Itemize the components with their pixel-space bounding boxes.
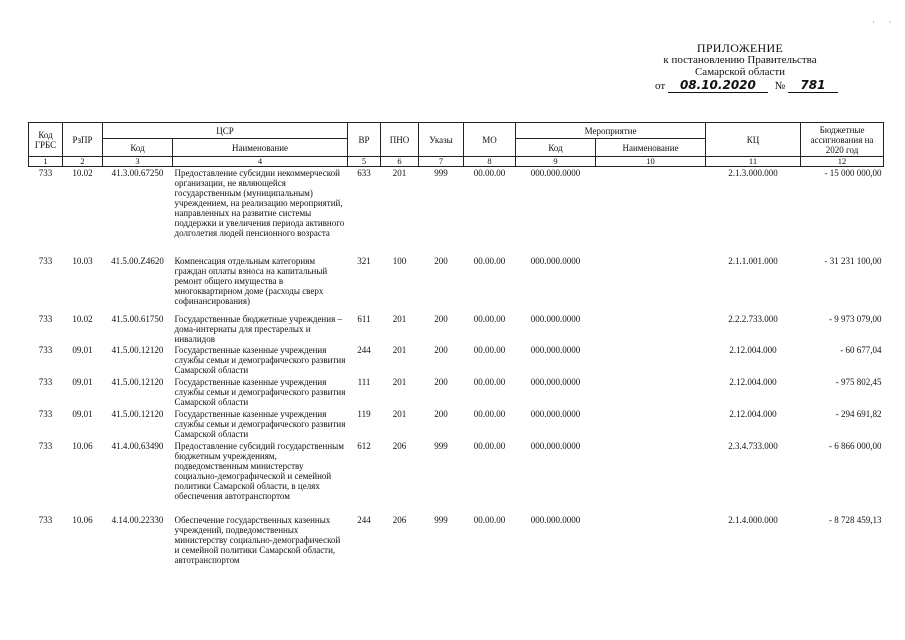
budget-table	[28, 122, 884, 578]
cell-vr: 244	[357, 344, 371, 355]
table-row	[29, 408, 884, 440]
date-prefix: от	[655, 80, 666, 92]
cell-mo: 00.00.00	[473, 376, 506, 387]
column-number: 12	[801, 157, 884, 167]
corner-marks: · ·	[872, 18, 898, 27]
cell-mo: 00.00.00	[473, 440, 506, 451]
cell-kc: 2.1.4.000.000	[728, 514, 778, 525]
header-kc: КЦ	[706, 123, 801, 157]
cell-mer-code: 000.000.0000	[530, 344, 581, 355]
cell-name: Государственные бюджетные учреждения – дома-интернаты для престарелых и инвалидов	[174, 313, 342, 344]
appendix-title: ПРИЛОЖЕНИЕ	[696, 41, 784, 55]
handwritten-number: 781	[788, 78, 838, 93]
cell-ukazy: 999	[434, 168, 448, 178]
cell-amount: - 9 973 079,00	[829, 313, 882, 324]
cell-rzpr: 09.01	[72, 408, 93, 419]
cell-name: Обеспечение государственных казенных учреждений, подведомственных министерству социально-демографической и семейной политики Самарской области, автотранспортом	[174, 514, 341, 565]
header-mer-code: Код	[516, 139, 596, 157]
column-number: 10	[596, 157, 706, 167]
cell-amount: - 60 677,04	[840, 344, 882, 355]
cell-mo: 00.00.00	[473, 168, 506, 178]
cell-mer-code: 000.000.0000	[530, 168, 581, 178]
table-row	[29, 313, 884, 344]
cell-amount: - 8 728 459,13	[829, 514, 882, 525]
cell-mo: 00.00.00	[473, 408, 506, 419]
cell-csr: 41.5.00.12120	[111, 344, 164, 355]
cell-csr: 41.3.00.67250	[111, 168, 164, 178]
table-row	[29, 440, 884, 514]
cell-grbs: 733	[38, 313, 53, 324]
cell-mo: 00.00.00	[473, 344, 506, 355]
cell-ukazy: 999	[434, 440, 448, 451]
cell-ukazy: 999	[434, 514, 448, 525]
cell-vr: 321	[357, 255, 371, 266]
column-number: 11	[706, 157, 801, 167]
cell-name: Государственные казенные учреждения службы семьи и демографического развития Самарской области	[174, 408, 346, 439]
cell-pno: 201	[392, 408, 407, 419]
table-row	[29, 376, 884, 408]
cell-name: Предоставление субсидий государственным бюджетным учреждениям, подведомственным министерству социально-демографической и семейной политики Самарской области, в целях обеспечения автотранспортом	[174, 440, 344, 501]
cell-mo: 00.00.00	[473, 514, 506, 525]
table-row	[29, 167, 884, 255]
cell-vr: 111	[357, 376, 371, 387]
cell-rzpr: 10.02	[72, 313, 93, 324]
cell-name: Предоставление субсидии некоммерческой организации, не являющейся государственным (муниципальным) учреждением, на реализацию мероприятий, направленных на развитие системы поддержки и увеличения периода активного долголетия людей пенсионного возраста	[174, 168, 345, 238]
cell-grbs: 733	[38, 440, 53, 451]
cell-rzpr: 10.03	[72, 255, 93, 266]
header-csr-name: Наименование	[173, 139, 348, 157]
cell-kc: 2.2.2.733.000	[728, 313, 778, 324]
cell-pno: 201	[392, 344, 407, 355]
cell-pno: 201	[392, 313, 407, 324]
cell-csr: 41.5.00.12120	[111, 376, 164, 387]
cell-kc: 2.1.3.000.000	[728, 168, 778, 178]
cell-grbs: 733	[38, 344, 53, 355]
number-prefix: №	[774, 80, 786, 92]
cell-csr: 41.5.00.61750	[111, 313, 164, 324]
cell-mer-name	[596, 408, 706, 440]
cell-kc: 2.1.1.001.000	[728, 255, 778, 266]
column-number: 4	[173, 157, 348, 167]
cell-rzpr: 10.06	[72, 514, 93, 525]
cell-amount: - 294 691,82	[835, 408, 882, 419]
cell-ukazy: 200	[434, 255, 448, 266]
header-rzpr: РзПР	[63, 123, 103, 157]
cell-csr: 41.5.00.Z4620	[111, 255, 164, 266]
column-number: 8	[464, 157, 516, 167]
cell-name: Государственные казенные учреждения службы семьи и демографического развития Самарской области	[174, 376, 346, 407]
header-mo: МО	[464, 123, 516, 157]
table-row	[29, 514, 884, 578]
cell-mer-name	[596, 514, 706, 578]
cell-kc: 2.12.004.000	[729, 408, 777, 419]
cell-pno: 206	[392, 440, 407, 451]
cell-rzpr: 10.06	[72, 440, 93, 451]
cell-rzpr: 10.02	[72, 168, 93, 178]
cell-ukazy: 200	[434, 408, 448, 419]
cell-grbs: 733	[38, 514, 53, 525]
cell-csr: 41.5.00.12120	[111, 408, 164, 419]
cell-kc: 2.12.004.000	[729, 344, 777, 355]
cell-vr: 119	[357, 408, 371, 419]
handwritten-date: 08.10.2020	[668, 78, 768, 93]
column-number: 7	[419, 157, 464, 167]
cell-mer-name	[596, 376, 706, 408]
cell-grbs: 733	[38, 168, 53, 178]
cell-kc: 2.3.4.733.000	[728, 440, 778, 451]
cell-vr: 611	[357, 313, 371, 324]
cell-mo: 00.00.00	[473, 255, 506, 266]
cell-mer-code: 000.000.0000	[530, 514, 581, 525]
cell-mer-code: 000.000.0000	[530, 408, 581, 419]
table-row	[29, 344, 884, 376]
cell-amount: - 15 000 000,00	[824, 168, 882, 178]
column-number: 2	[63, 157, 103, 167]
column-number: 6	[381, 157, 419, 167]
header-csr-code: Код	[103, 139, 173, 157]
cell-mer-code: 000.000.0000	[530, 440, 581, 451]
cell-csr: 41.4.00.63490	[111, 440, 164, 451]
cell-rzpr: 09.01	[72, 376, 93, 387]
cell-mo: 00.00.00	[473, 313, 506, 324]
cell-grbs: 733	[38, 376, 53, 387]
header-mer-name: Наименование	[596, 139, 706, 157]
cell-mer-code: 000.000.0000	[530, 376, 581, 387]
cell-mer-name	[596, 167, 706, 255]
cell-ukazy: 200	[434, 376, 448, 387]
cell-vr: 633	[357, 168, 371, 178]
cell-name: Компенсация отдельным категориям граждан оплаты взноса на капитальный ремонт общего имущества в многоквартирном доме (расходы сверх софинансирования)	[174, 255, 328, 306]
column-number: 1	[29, 157, 63, 167]
header-ukazy: Указы	[419, 123, 464, 157]
cell-grbs: 733	[38, 408, 53, 419]
cell-mer-code: 000.000.0000	[530, 313, 581, 324]
header-meropriyatie: Мероприятие	[516, 123, 706, 139]
column-number: 9	[516, 157, 596, 167]
column-number: 3	[103, 157, 173, 167]
cell-amount: - 975 802,45	[835, 376, 882, 387]
column-number: 5	[348, 157, 381, 167]
header-budget: Бюджетные ассигнования на 2020 год	[801, 123, 884, 157]
cell-name: Государственные казенные учреждения службы семьи и демографического развития Самарской области	[174, 344, 346, 375]
cell-amount: - 6 866 000,00	[829, 440, 882, 451]
cell-rzpr: 09.01	[72, 344, 93, 355]
appendix-subtitle-line: к постановлению Правительства	[663, 54, 817, 66]
cell-mer-name	[596, 255, 706, 313]
cell-csr: 4.14.00.22330	[111, 514, 164, 525]
cell-pno: 201	[392, 168, 407, 178]
column-number-row	[29, 157, 884, 167]
cell-mer-code: 000.000.0000	[530, 255, 581, 266]
cell-ukazy: 200	[434, 344, 448, 355]
header-vr: ВР	[348, 123, 381, 157]
cell-kc: 2.12.004.000	[729, 376, 777, 387]
cell-mer-name	[596, 440, 706, 514]
cell-amount: - 31 231 100,00	[824, 255, 882, 266]
table-row	[29, 255, 884, 313]
header-kod-grbs: Код ГРБС	[29, 123, 63, 157]
header-pno: ПНО	[381, 123, 419, 157]
cell-mer-name	[596, 313, 706, 344]
header-csr: ЦСР	[103, 123, 348, 139]
cell-pno: 201	[392, 376, 407, 387]
cell-pno: 206	[392, 514, 407, 525]
cell-vr: 244	[357, 514, 371, 525]
appendix-region-line: Самарской области	[694, 66, 786, 78]
cell-vr: 612	[357, 440, 371, 451]
cell-pno: 100	[392, 255, 407, 266]
cell-grbs: 733	[38, 255, 53, 266]
cell-mer-name	[596, 344, 706, 376]
appendix-header	[620, 42, 860, 78]
cell-ukazy: 200	[434, 313, 448, 324]
decree-date-number	[655, 78, 838, 93]
